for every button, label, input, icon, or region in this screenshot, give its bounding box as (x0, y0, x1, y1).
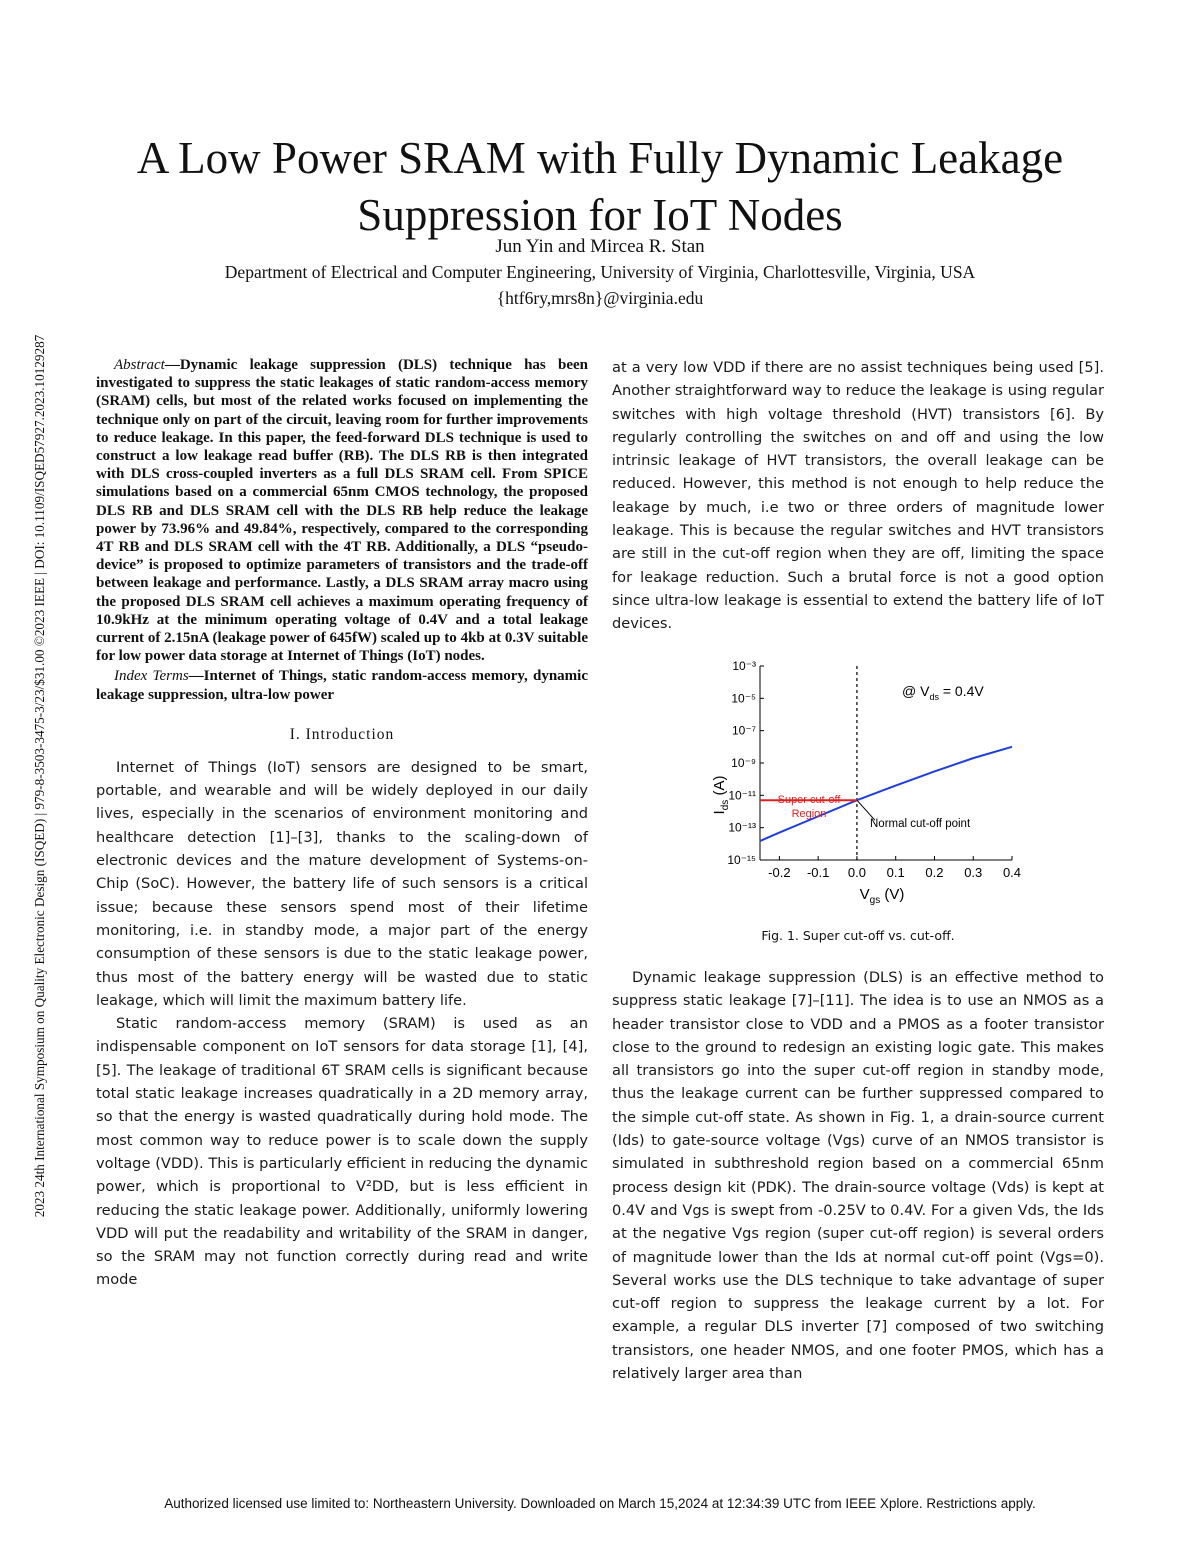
super-cutoff-label-1: Super cut-off (777, 794, 841, 806)
ids-vgs-chart (612, 650, 1104, 920)
normal-cutoff-label: Normal cut-off point (870, 818, 971, 830)
x-tick-label: -0.2 (768, 865, 791, 880)
x-tick-label: 0.2 (925, 865, 944, 880)
y-tick-label: 10⁻⁵ (731, 691, 756, 706)
abstract-label: Abstract (114, 357, 165, 373)
copyright-side-note: 2023 24th International Symposium on Quality Electronic Design (ISQED) | 979-8-3503-3475-3/23/$31.00 ©2023 IEEE | DOI: 10.1109/ISQED57927.2023.10129287 (32, 334, 47, 1218)
abstract-text: —Dynamic leakage suppression (DLS) technique has been investigated to suppress the static leakages of static random-access memory (SRAM) cells, but most of the related works focused on implementing the technique only on part of the circuit, leaving room for further improvements to reduce leakage. In this paper, the feed-forward DLS technique is used to construct a low leakage read buffer (RB). The DLS RB is then integrated with DLS cross-coupled inverters as a full DLS SRAM cell. From SPICE simulations based on a commercial 65nm CMOS technology, the proposed DLS RB and DLS SRAM cell with the DLS RB help reduce the leakage power by 73.96% and 49.84%, respectively, compared to the corresponding 4T RB and DLS SRAM cell with the 4T RB. Additionally, a DLS “pseudo-device” is proposed to optimize parameters of transistors and the trade-off between leakage and performance. Lastly, a DLS SRAM array macro using the proposed DLS SRAM cell achieves a maximum operating frequency of 10.9kHz at the minimum operating voltage of 0.4V and a total leakage current of 2.15nA (leakage power of 645fW) scaled up to 4kb at 0.3V suitable for low power data storage at Internet of Things (IoT) nodes. (96, 357, 588, 665)
y-tick-label: 10⁻¹³ (728, 820, 756, 835)
right-paragraph-2: Dynamic leakage suppression (DLS) is an effective method to suppress static leakage [7]–[11]. The idea is to use an NMOS as a header transistor close to VDD and a PMOS as a footer transistor close to the ground to redesign an existing logic gate. This makes all transistors go into the super cut-off region in standby mode, thus the leakage current can be further suppressed compared to the simple cut-off state. As shown in Fig. 1, a drain-source current (Ids) to gate-source voltage (Vgs) curve of an NMOS transistor is simulated in subthreshold region based on a commercial 65nm process design kit (PDK). The drain-source voltage (Vds) is kept at 0.4V and Vgs is swept from -0.25V to 0.4V. For a given Vds, the Ids at the negative Vgs region (super cut-off region) is several orders of magnitude lower than the Ids at normal cut-off point (Vgs=0). Several works use the DLS technique to take advantage of super cut-off region to suppress the leakage current by a lot. For example, a regular DLS inverter [7] composed of two switching transistors, one header NMOS, and one footer PMOS, which has a relatively larger area than (612, 969, 1104, 1383)
right-column (612, 356, 1104, 636)
intro-paragraph-1: Internet of Things (IoT) sensors are designed to be smart, portable, and wearable and will be widely deployed in our daily lives, especially in the scenarios of environment monitoring and healthcare detection [1]–[3], thanks to the scaling-down of electronic devices and the mature development of Systems-on-Chip (SoC). However, the battery life of such sensors is a critical issue; because these sensors spend most of their lifetime monitoring, i.e. in standby mode, a major part of the energy consumption of these sensors is due to the static leakage power, thus most of the battery energy will be wasted due to static leakage, which will limit the maximum battery life. (96, 758, 588, 1009)
right-paragraph-1: at a very low VDD if there are no assist techniques being used [5]. Another straightforward way to reduce the leakage is using regular switches with high voltage threshold (HVT) transistors [6]. By regularly controlling the switches on and off and using the low intrinsic leakage of HVT transistors, the overall leakage can be reduced. However, this method is not enough to help reduce the leakage by much, i.e two or three orders of magnitude lower leakage. This is because the regular switches and HVT transistors are still in the cut-off region when they are off, limiting the space for leakage reduction. Such a brutal force is not a good option since ultra-low leakage is essential to extend the battery life of IoT devices. (612, 359, 1104, 633)
super-cutoff-label-2: Region (791, 808, 827, 820)
y-tick-label: 10⁻¹⁵ (727, 853, 756, 867)
x-tick-label: 0.3 (964, 865, 983, 880)
x-axis-label: $V_{gs}$ (V) (859, 886, 905, 906)
right-column-lower (612, 966, 1104, 1385)
y-tick-label: 10⁻⁷ (731, 723, 756, 738)
left-column (96, 356, 588, 1292)
x-tick-label: 0.1 (886, 865, 905, 880)
figure-1 (612, 650, 1104, 950)
annotation-vds: @ $V_{ds} = 0.4V$ (902, 683, 984, 702)
author-affiliation: Department of Electrical and Computer Engineering, University of Virginia, Charlottesville, Virginia, USA (224, 262, 976, 282)
y-tick-label: 10⁻³ (732, 659, 756, 673)
y-tick-label: 10⁻⁹ (731, 756, 756, 770)
y-tick-label: 10⁻¹¹ (728, 788, 756, 803)
index-terms-label: Index Terms (114, 668, 189, 685)
x-tick-label: 0.0 (847, 865, 866, 880)
section-heading-introduction: I. Introduction (289, 725, 395, 743)
intro-paragraph-2: Static random-access memory (SRAM) is used as an indispensable component on IoT sensors for data storage [1], [4], [5]. The leakage of traditional 6T SRAM cells is significant because total static leakage increases quadratically in a 2D memory array, so that the energy is wasted quadratically during hold mode. The most common way to reduce power is to scale down the supply voltage (VDD). This is particularly efficient in reducing the dynamic power, which is proportional to V²DD, but is less efficient in reducing the static leakage power. Additionally, uniformly lowering VDD will put the readability and writability of the SRAM in danger, so the SRAM may not function correctly during read and write mode (96, 1015, 588, 1289)
x-tick-label: 0.4 (1002, 865, 1022, 880)
license-footer: Authorized licensed use limited to: Northeastern University. Downloaded on March 15,2024 at 12:34:39 UTC from IEEE Xplore. Restrictions apply. (164, 1496, 1036, 1511)
author-email: {htf6ry,mrs8n}@virginia.edu (496, 288, 704, 308)
abstract (96, 356, 588, 665)
x-tick-label: -0.1 (806, 865, 830, 880)
index-terms-text: —Internet of Things, static random-access memory, dynamic leakage suppression, ultra-low power (96, 668, 588, 703)
index-terms (96, 667, 588, 703)
figure-caption: Fig. 1. Super cut-off vs. cut-off. (761, 928, 955, 943)
paper-title: A Low Power SRAM with Fully Dynamic Leakage Suppression for IoT Nodes (136, 133, 1064, 241)
y-axis-label: $I_{ds}$ (A) (711, 775, 731, 815)
paper-authors: Jun Yin and Mircea R. Stan (495, 236, 705, 257)
